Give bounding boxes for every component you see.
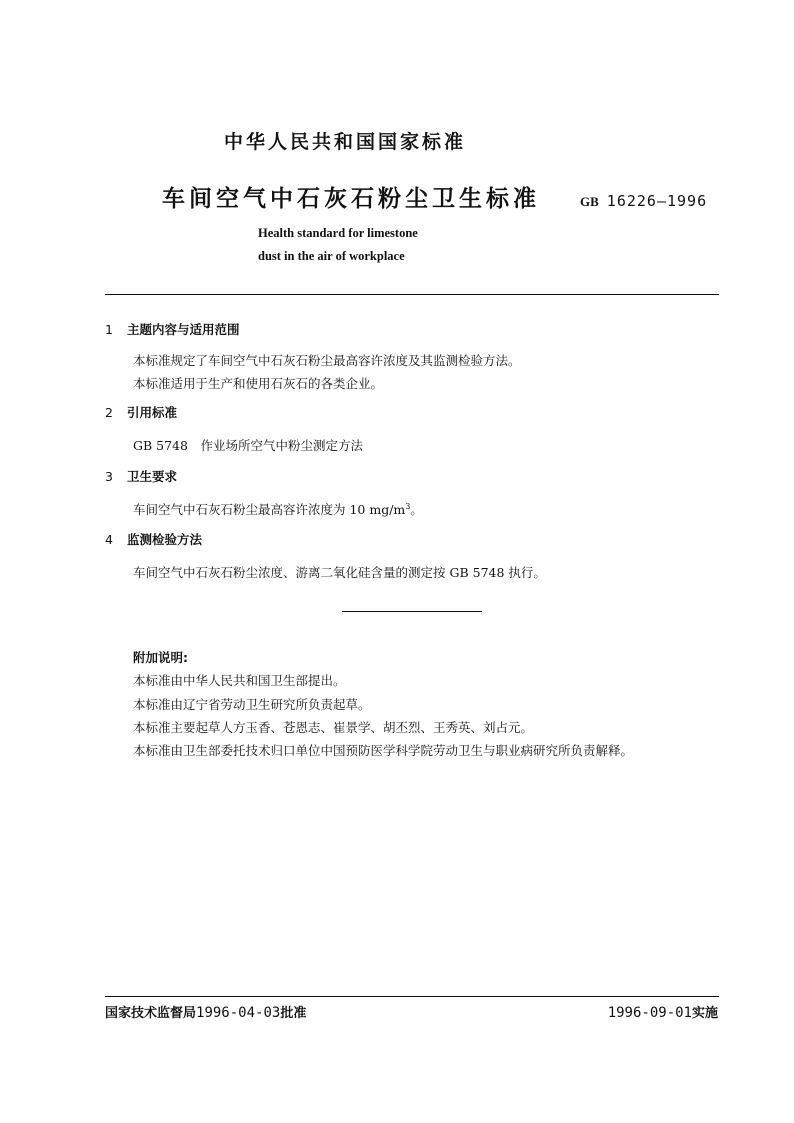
implementation-date: 1996-09-01 [607,1005,692,1021]
standard-code-number: 16226—1996 [606,192,708,210]
section-3-paragraph-end: 。 [410,502,423,517]
header-divider [105,294,719,295]
section-2-heading [105,403,177,421]
implementation-suffix: 实施 [691,1006,718,1021]
section-1-title: 主题内容与适用范围 [127,322,240,337]
approval-date: 1996-04-03 [196,1005,281,1021]
section-2-paragraph-1: GB 5748 作业场所空气中粉尘测定方法 [133,438,363,453]
section-4-paragraph-1: 车间空气中石灰石粉尘浓度、游离二氧化硅含量的测定按 GB 5748 执行。 [133,565,546,580]
section-2-number: 2 [105,405,113,420]
section-1-paragraph-1: 本标准规定了车间空气中石灰石粉尘最高容许浓度及其监测检验方法。 [133,353,521,368]
implementation-line [608,1002,718,1021]
section-3-superscript: 3 [405,501,411,511]
additional-notes [133,646,633,762]
section-1-paragraph-2: 本标准适用于生产和使用石灰石的各类企业。 [133,376,384,391]
english-title [258,222,418,268]
section-4-heading [105,530,202,548]
standard-code-prefix: GB [580,194,599,209]
section-3-title: 卫生要求 [127,469,178,484]
title-row [162,180,707,213]
approval-org: 国家技术监督局 [105,1006,197,1021]
standard-code [580,192,707,211]
notes-line-1: 本标准由中华人民共和国卫生部提出。 [133,673,346,689]
english-title-line-2: dust in the air of workplace [258,249,405,263]
notes-line-2: 本标准由辽宁省劳动卫生研究所负责起草。 [133,696,371,712]
national-standard-header: 中华人民共和国国家标准 [223,131,466,153]
english-title-line-1: Health standard for limestone [258,226,418,240]
document-title: 车间空气中石灰石粉尘卫生标准 [162,186,540,212]
end-of-text-rule [342,611,482,612]
section-4-title: 监测检验方法 [127,532,203,547]
section-3-heading [105,467,177,485]
section-3-paragraph-1 [133,500,423,518]
footer-divider [105,996,719,997]
notes-line-3: 本标准主要起草人方玉香、苍恩志、崔景学、胡丕烈、王秀英、刘占元。 [133,719,534,735]
notes-heading: 附加说明: [133,650,188,665]
approval-suffix: 批准 [280,1006,307,1021]
section-3-paragraph-text: 车间空气中石灰石粉尘最高容许浓度为 10 mg/m [133,502,406,517]
approval-line [105,1002,306,1021]
notes-line-4: 本标准由卫生部委托技术归口单位中国预防医学科学院劳动卫生与职业病研究所负责解释。 [133,743,634,759]
section-2-title: 引用标准 [127,405,178,420]
section-1-heading [105,320,240,338]
section-4-number: 4 [105,532,113,547]
section-1-number: 1 [105,322,113,337]
section-3-number: 3 [105,469,113,484]
